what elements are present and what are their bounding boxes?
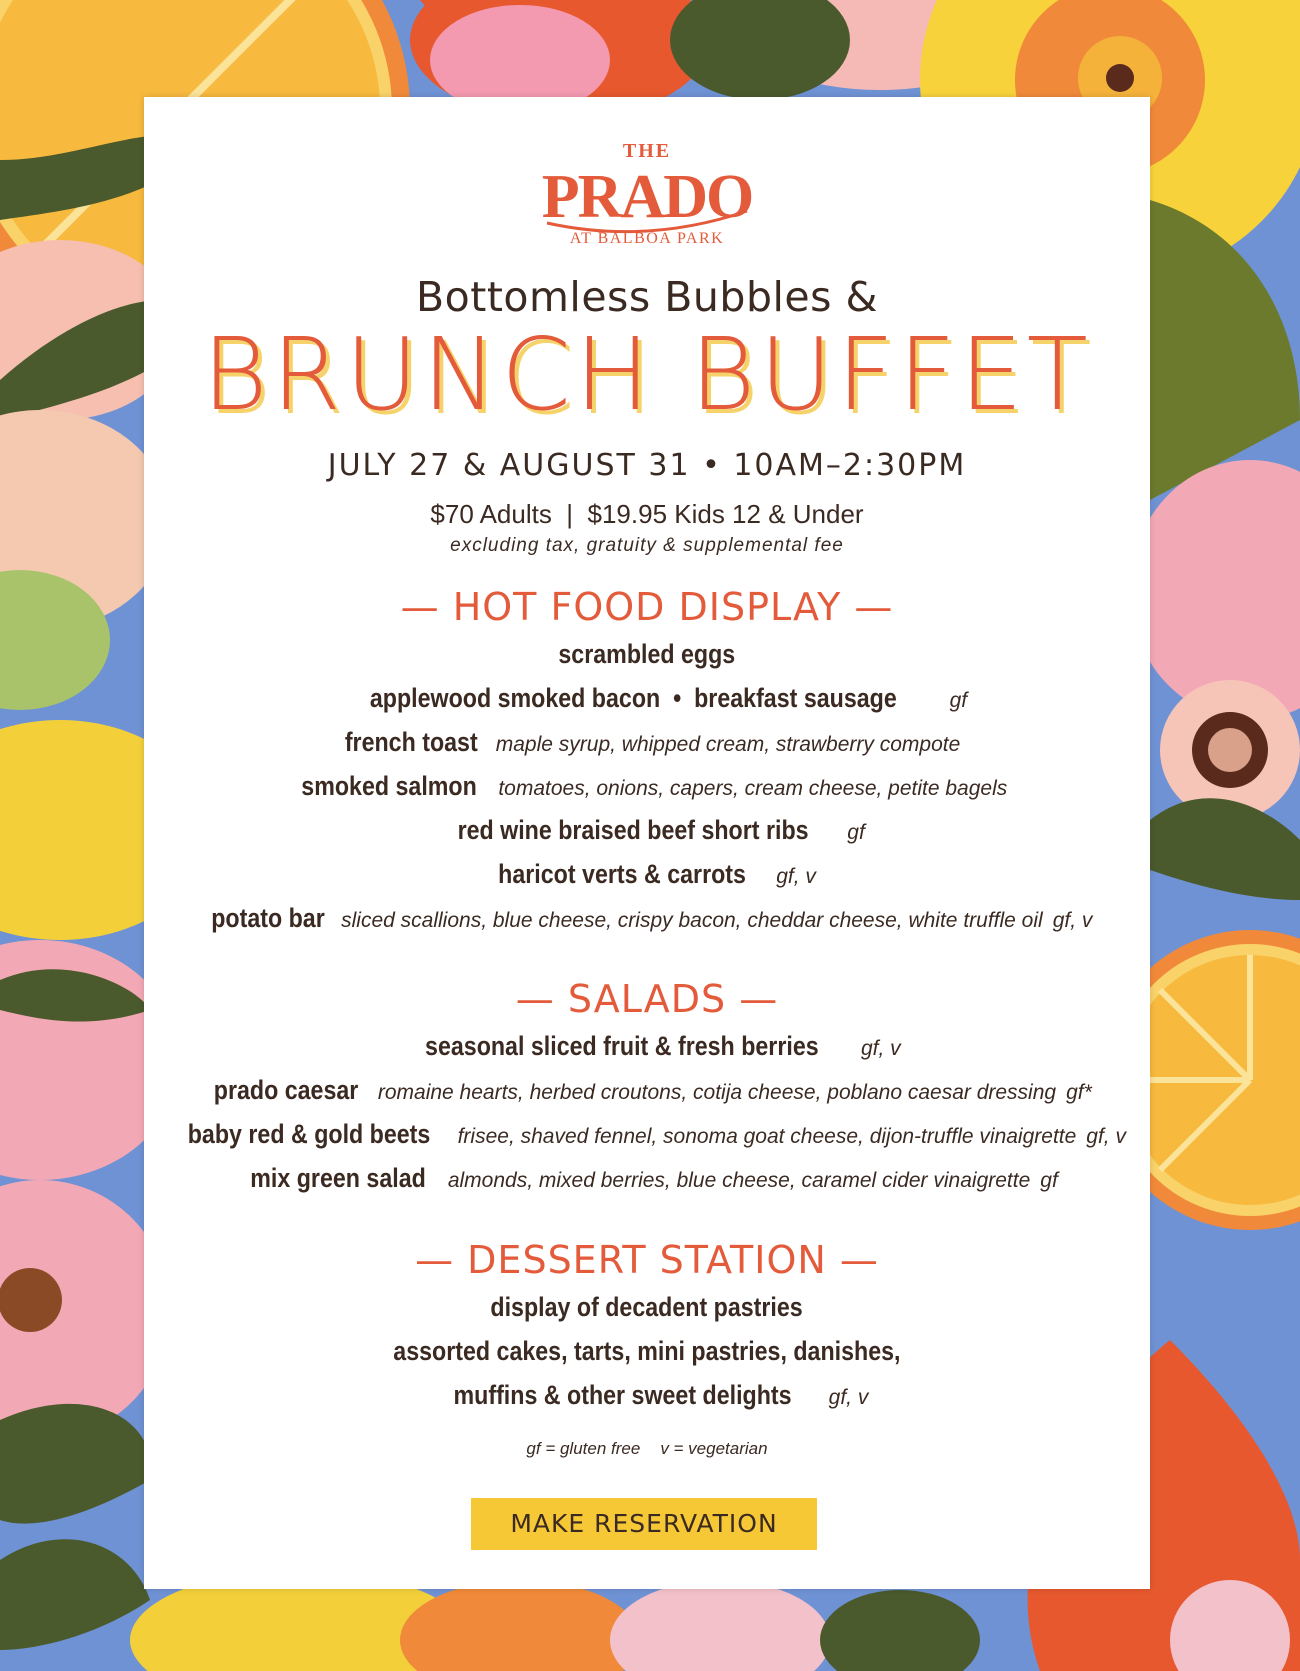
- event-dates: JULY 27 & AUGUST 31 • 10AM–2:30PM: [327, 448, 967, 483]
- prado-logo: [144, 135, 1150, 255]
- svg-text:PRADO: PRADO: [541, 163, 753, 231]
- menu-item: potato bar sliced scallions, blue cheese, crispy bacon, cheddar cheese, white truffle oil gf, v: [210, 903, 1093, 933]
- make-reservation-button[interactable]: MAKE RESERVATION: [471, 1498, 817, 1550]
- pricing-note: excluding tax, gratuity & supplemental fee: [450, 535, 844, 556]
- menu-item: mix green salad almonds, mixed berries, blue cheese, caramel cider vinaigrette gf: [250, 1163, 1058, 1193]
- menu-item: prado caesar romaine hearts, herbed croutons, cotija cheese, poblano caesar dressing gf*: [214, 1075, 1092, 1105]
- menu-item: scrambled eggs: [558, 639, 736, 669]
- menu-item: seasonal sliced fruit & fresh berries gf, v: [425, 1031, 901, 1061]
- legend-v: v = vegetarian: [660, 1439, 768, 1458]
- legend-gf: gf = gluten free: [526, 1439, 641, 1458]
- menu-item: french toast maple syrup, whipped cream, strawberry compote: [344, 727, 961, 757]
- svg-text:AT BALBOA PARK: AT BALBOA PARK: [569, 230, 725, 247]
- pricing: $70 Adults | $19.95 Kids 12 & Under: [430, 499, 864, 529]
- menu-item: smoked salmon tomatoes, onions, capers, cream cheese, petite bagels: [301, 771, 1008, 801]
- dietary-legend: [144, 1439, 1150, 1459]
- section-heading-hot-food: — HOT FOOD DISPLAY —: [400, 585, 894, 629]
- menu-item: assorted cakes, tarts, mini pastries, danishes,: [393, 1336, 901, 1366]
- menu-item: display of decadent pastries: [490, 1292, 804, 1322]
- menu-card: [144, 97, 1150, 1589]
- subtitle: Bottomless Bubbles &: [416, 273, 878, 321]
- menu-item: applewood smoked bacon • breakfast sausage gf: [369, 683, 968, 713]
- menu-item: muffins & other sweet delights gf, v: [453, 1380, 869, 1410]
- svg-text:THE: THE: [622, 140, 672, 162]
- section-heading-salads: — SALADS —: [515, 977, 779, 1021]
- menu-item: red wine braised beef short ribs gf: [457, 815, 865, 845]
- menu-item: baby red & gold beets frisee, shaved fennel, sonoma goat cheese, dijon-truffle vinaigrette gf, v: [187, 1119, 1126, 1149]
- menu-item: haricot verts & carrots gf, v: [498, 859, 816, 889]
- page-title: BRUNCH BUFFET: [202, 316, 1092, 433]
- section-heading-dessert: — DESSERT STATION —: [415, 1238, 879, 1282]
